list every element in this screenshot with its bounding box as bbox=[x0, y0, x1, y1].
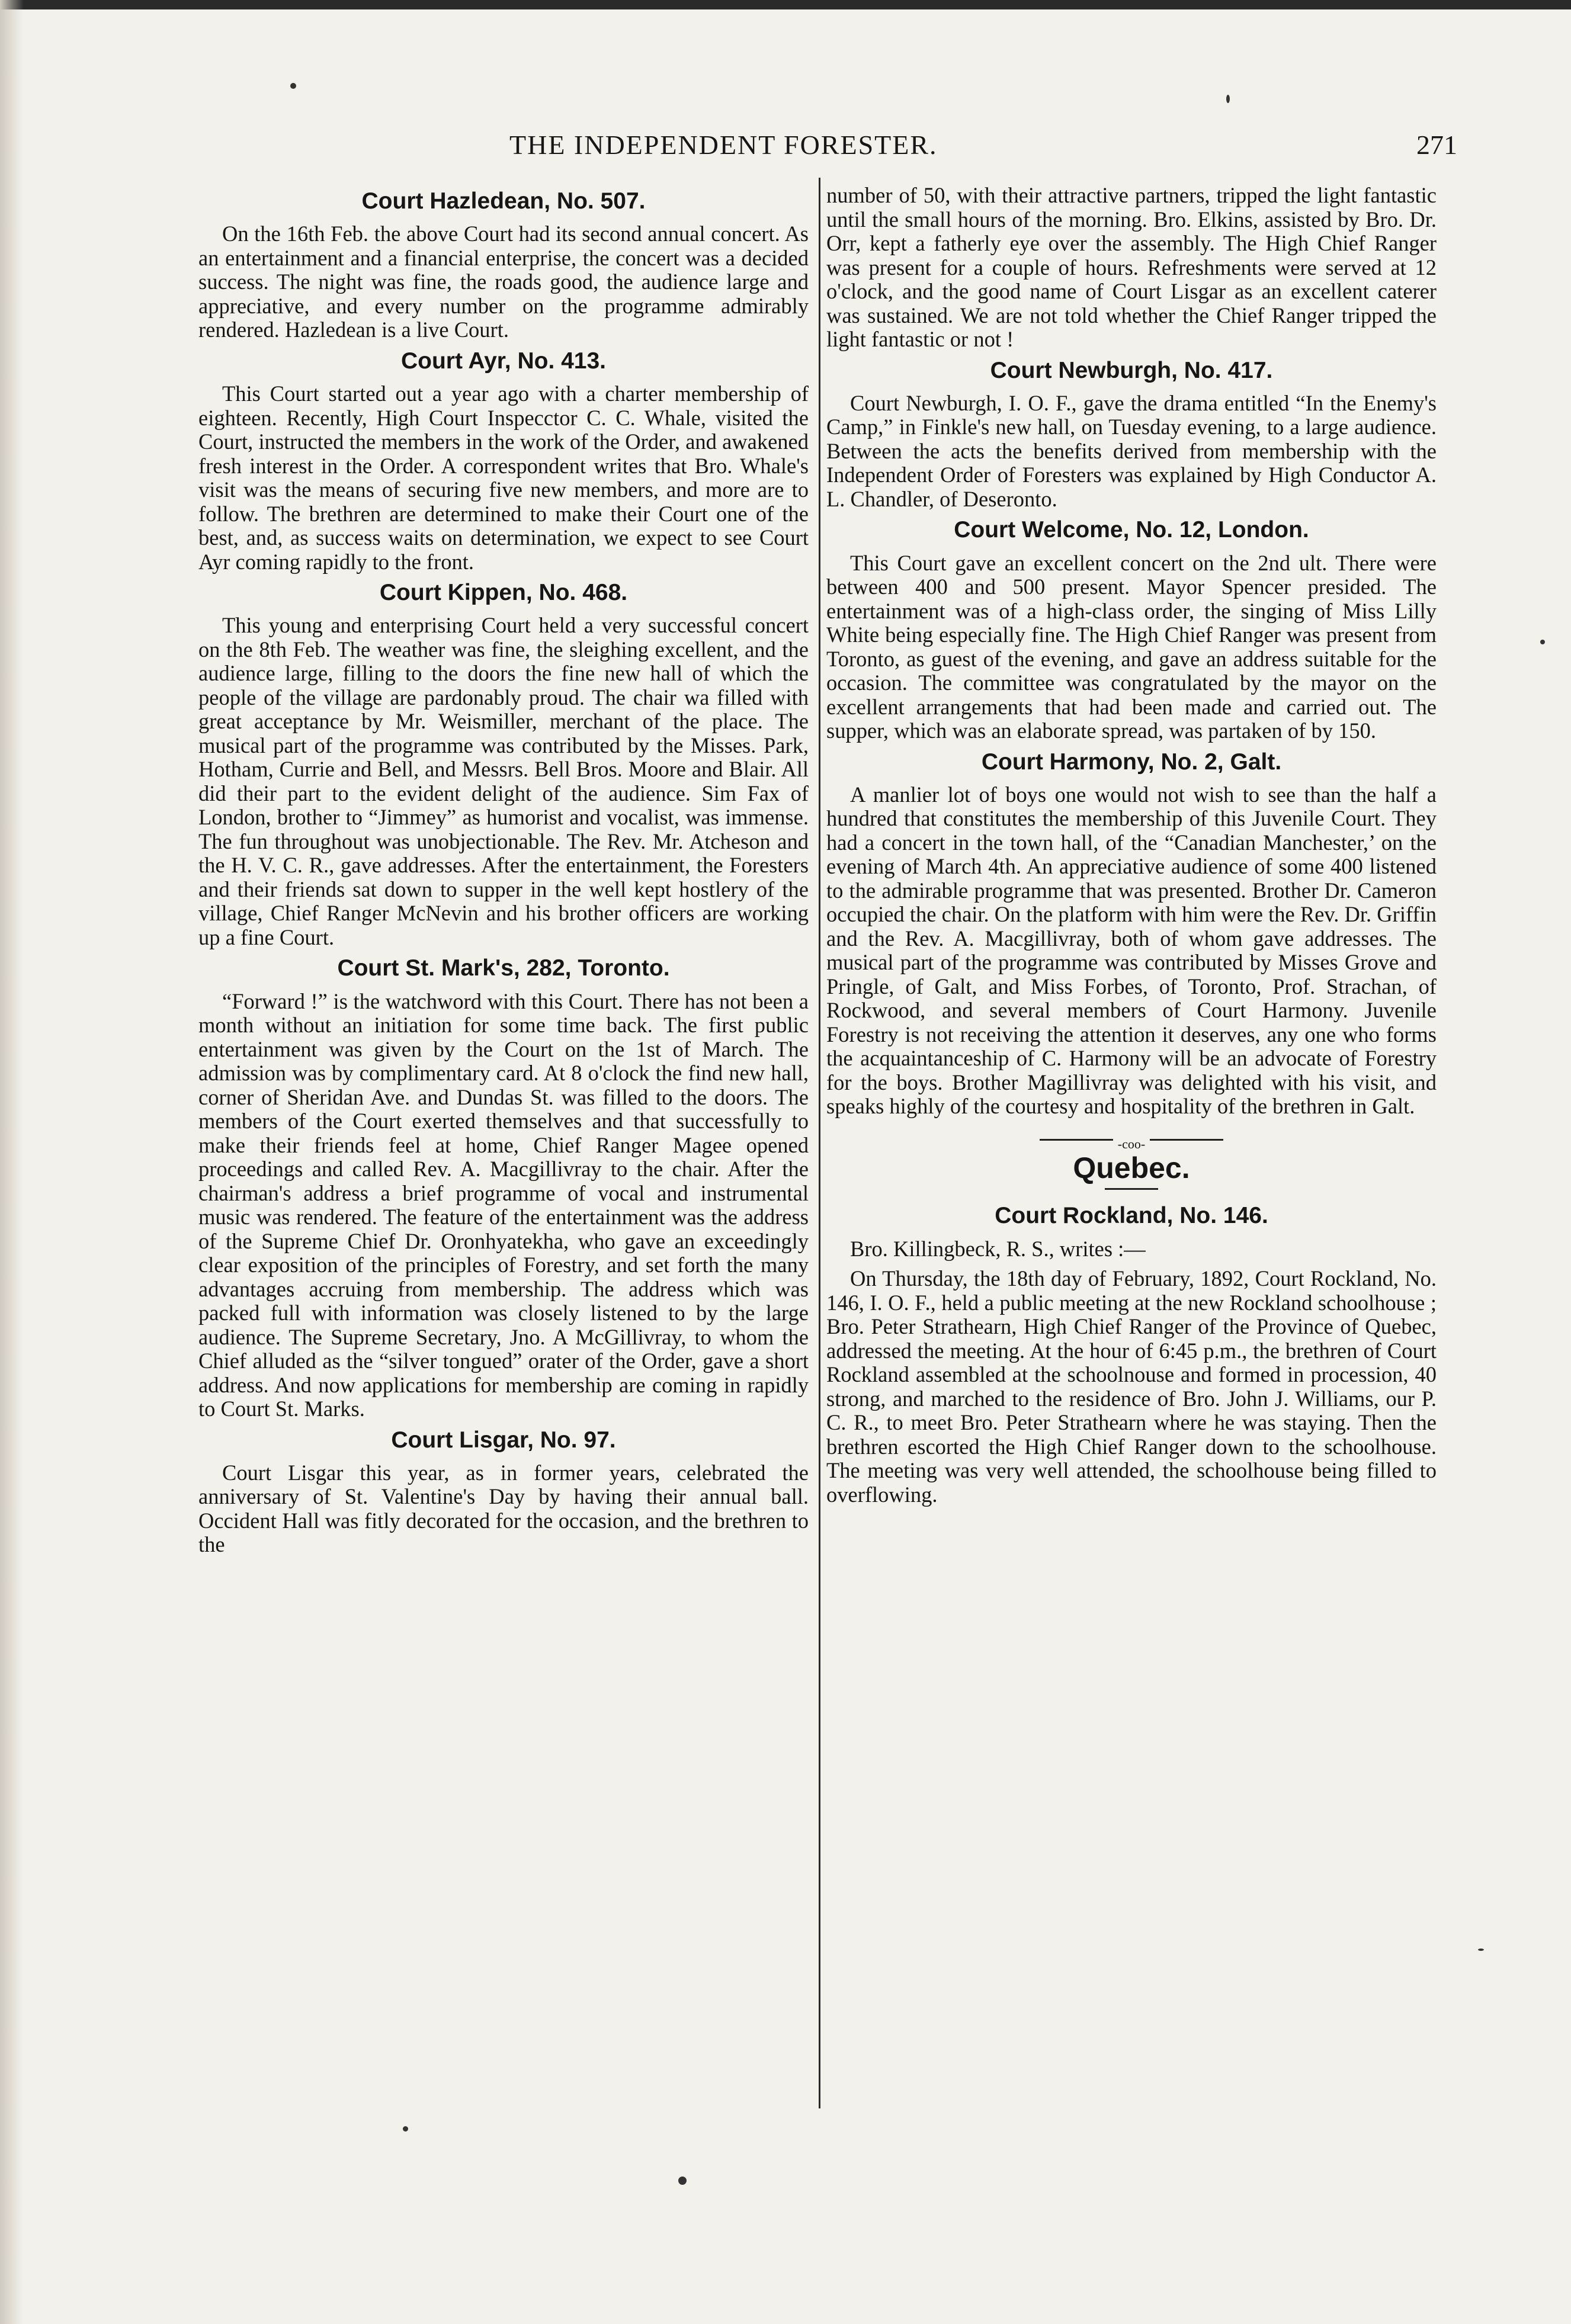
article-court-st-marks bbox=[198, 955, 809, 1421]
article-court-rockland bbox=[826, 1203, 1437, 1507]
scan-speck bbox=[1478, 1949, 1484, 1951]
scan-speck bbox=[678, 2177, 687, 2185]
article-court-welcome bbox=[826, 517, 1437, 743]
running-head bbox=[201, 129, 1457, 171]
article-paragraph: This Court started out a year ago with a charter membership of eighteen. Recently, High Court Inspecctor C. C. Whale, visited the Court, instructed the members in the work of the Order, and awakened fresh interest in the Order. A correspondent writes that Bro. Whale's visit was the means of securing five new members, and more are to follow. The brethren are determined to make their Court one of the best, and, as success waits on determination, we expect to see Court Ayr coming rapidly to the front. bbox=[198, 381, 809, 574]
column-rule bbox=[819, 178, 820, 2108]
journal-title: THE INDEPENDENT FORESTER. bbox=[509, 130, 938, 160]
scan-speck bbox=[403, 2126, 408, 2132]
province-heading: Quebec. bbox=[1073, 1151, 1190, 1185]
province-rule bbox=[1105, 1188, 1158, 1190]
right-column bbox=[826, 184, 1437, 1513]
scan-speck bbox=[290, 83, 296, 89]
article-paragraph: This young and enterprising Court held a very successful concert on the 8th Feb. The weather was fine, the sleighing excellent, and the audience large, filling to the doors the fine new hall of which the people of the village are pardonably proud. The chair wa filled with great acceptance by Mr. Weismiller, merchant of the place. The musical part of the programme was contributed by the Misses. Park, Hotham, Currie and Bell, and Messrs. Bell Bros. Moore and Blair. All did their part to the evident delight of the audience. Sim Fax of London, brother to “Jimmey” as humorist and vocalist, was immense. The fun throughout was unobjectionable. The Rev. Mr. Atcheson and the H. V. C. R., gave addresses. After the entertainment, the Foresters and their friends sat down to supper in the well kept hostlery of the village, Chief Ranger McNevin and his brother officers are working up a fine Court. bbox=[198, 613, 809, 949]
article-court-newburgh bbox=[826, 358, 1437, 512]
article-heading: Court St. Mark's, 282, Toronto. bbox=[337, 955, 670, 981]
scan-speck bbox=[1226, 95, 1230, 103]
left-column bbox=[198, 184, 809, 1563]
scan-left-edge bbox=[0, 0, 24, 2324]
article-paragraph: Court Lisgar this year, as in former years, celebrated the anniversary of St. Valentine's Day by having their annual ball. Occident Hall was fitly decorated for the occasion, and the brethren to the bbox=[198, 1460, 809, 1557]
article-paragraph: Court Newburgh, I. O. F., gave the drama entitled “In the Enemy's Camp,” in Finkle's new hall, on Tuesday evening, to a large audience. Between the acts the benefits derived from membership with the Independent Order of Foresters was explained by High Conductor A. L. Chandler, of Deseronto. bbox=[826, 390, 1437, 511]
article-heading: Court Welcome, No. 12, London. bbox=[954, 517, 1309, 543]
article-court-kippen bbox=[198, 580, 809, 949]
article-court-lisgar bbox=[198, 1427, 809, 1557]
article-paragraph: Bro. Killingbeck, R. S., writes :— bbox=[850, 1236, 1146, 1261]
article-court-hazledean bbox=[198, 188, 809, 342]
article-heading: Court Rockland, No. 146. bbox=[995, 1203, 1268, 1229]
scan-top-edge bbox=[0, 0, 1571, 9]
article-court-ayr bbox=[198, 348, 809, 574]
article-paragraph: On Thursday, the 18th day of February, 1892, Court Rockland, No. 146, I. O. F., held a public meeting at the new Rockland schoolhouse ; Bro. Peter Strathearn, High Chief Ranger of the Province of Quebec, addressed the meeting. At the hour of 6:45 p.m., the brethren of Court Rockland assembled at the schoolnouse and formed in procession, 40 strong, and marched to the residence of Bro. John J. Williams, our P. C. R., to meet Bro. Peter Strathearn where he was staying. Then the brethren escorted the High Chief Ranger down to the schoolhouse. The meeting was very well attended, the schoolhouse being filled to overflowing. bbox=[826, 1266, 1437, 1507]
ornament-mark: -coo- bbox=[1113, 1137, 1150, 1151]
article-paragraph: “Forward !” is the watchword with this Court. There has not been a month without an initiation for some time back. The first public entertainment was given by the Court on the 1st of March. The admission was by complimentary card. At 8 o'clock the find new hall, corner of Sheridan Ave. and Dundas St. was filled to the doors. The members of the Court exerted themselves and that successfully to make their friends feel at home, Chief Ranger Magee opened proceedings and called Rev. A. Macgillivray to the chair. After the chairman's address a brief programme of vocal and instrumental music was rendered. The feature of the entertainment was the address of the Supreme Chief Dr. Oronhyatekha, who gave an exceedingly clear exposition of the principles of Forestry, and set forth the many advantages accruing from membership. The address which was packed full with information was closely listened to by the large audience. The Supreme Secretary, Jno. A McGillivray, to whom the Chief alluded as the “silver tongued” orater of the Order, gave a short address. And now applications for membership are coming in rapidly to Court St. Marks. bbox=[198, 988, 809, 1421]
article-court-harmony bbox=[826, 749, 1437, 1119]
article-continuation: number of 50, with their attractive partners, tripped the light fantastic until the small hours of the morning. Bro. Elkins, assisted by Bro. Dr. Orr, kept a fatherly eye over the assembly. The High Chief Ranger was present for a couple of hours. Refreshments were served at 12 o'clock, and the good name of Court Lisgar as an excellent caterer was sustained. We are not told whether the Chief Ranger tripped the light fantastic or not ! bbox=[826, 183, 1437, 351]
scan-speck bbox=[1540, 640, 1545, 644]
article-heading: Court Hazledean, No. 507. bbox=[361, 188, 646, 214]
article-paragraph: This Court gave an excellent concert on the 2nd ult. There were between 400 and 500 present. Mayor Spencer presided. The entertainment was of a high-class order, the singing of Miss Lilly White being especially fine. The High Chief Ranger was present from Toronto, as guest of the evening, and gave an address suitable for the occasion. The committee was congratulated by the mayor on the excellent arrangements that had been made and carried out. The supper, which was an elaborate spread, was partaken of by 150. bbox=[826, 550, 1437, 743]
article-paragraph: A manlier lot of boys one would not wish to see than the half a hundred that constitutes the membership of this Juvenile Court. They had a concert in the town hall, of the “Canadian Manchester,’ on the evening of March 4th. An appreciative audience of some 400 listened to the admirable programme that was presented. Brother Dr. Cameron occupied the chair. On the platform with him were the Rev. Dr. Griffin and the Rev. A. Macgillivray, both of whom gave addresses. The musical part of the programme was contributed by Misses Grove and Pringle, of Galt, and Miss Forbes, of Toronto, Prof. Strachan, of Rockwood, and several members of Court Harmony. Juvenile Forestry is not receiving the attention it deserves, any one who forms the acquaintanceship of C. Harmony will be an advocate of Forestry for the boys. Brother Magillivray was delighted with his visit, and speaks highly of the courtesy and hospitality of the brethren in Galt. bbox=[826, 782, 1437, 1119]
article-heading: Court Harmony, No. 2, Galt. bbox=[981, 749, 1282, 775]
section-ornament bbox=[826, 1131, 1437, 1151]
article-heading: Court Kippen, No. 468. bbox=[379, 580, 628, 606]
article-heading: Court Lisgar, No. 97. bbox=[391, 1427, 616, 1453]
article-heading: Court Newburgh, No. 417. bbox=[990, 357, 1273, 383]
article-heading: Court Ayr, No. 413. bbox=[400, 348, 607, 374]
article-paragraph: On the 16th Feb. the above Court had its second annual concert. As an entertainment and a financial enterprise, the concert was a decided success. The night was fine, the roads good, the audience large and appreciative, and every number on the programme admirably rendered. Hazledean is a live Court. bbox=[198, 222, 809, 342]
page-number: 271 bbox=[1416, 130, 1457, 160]
